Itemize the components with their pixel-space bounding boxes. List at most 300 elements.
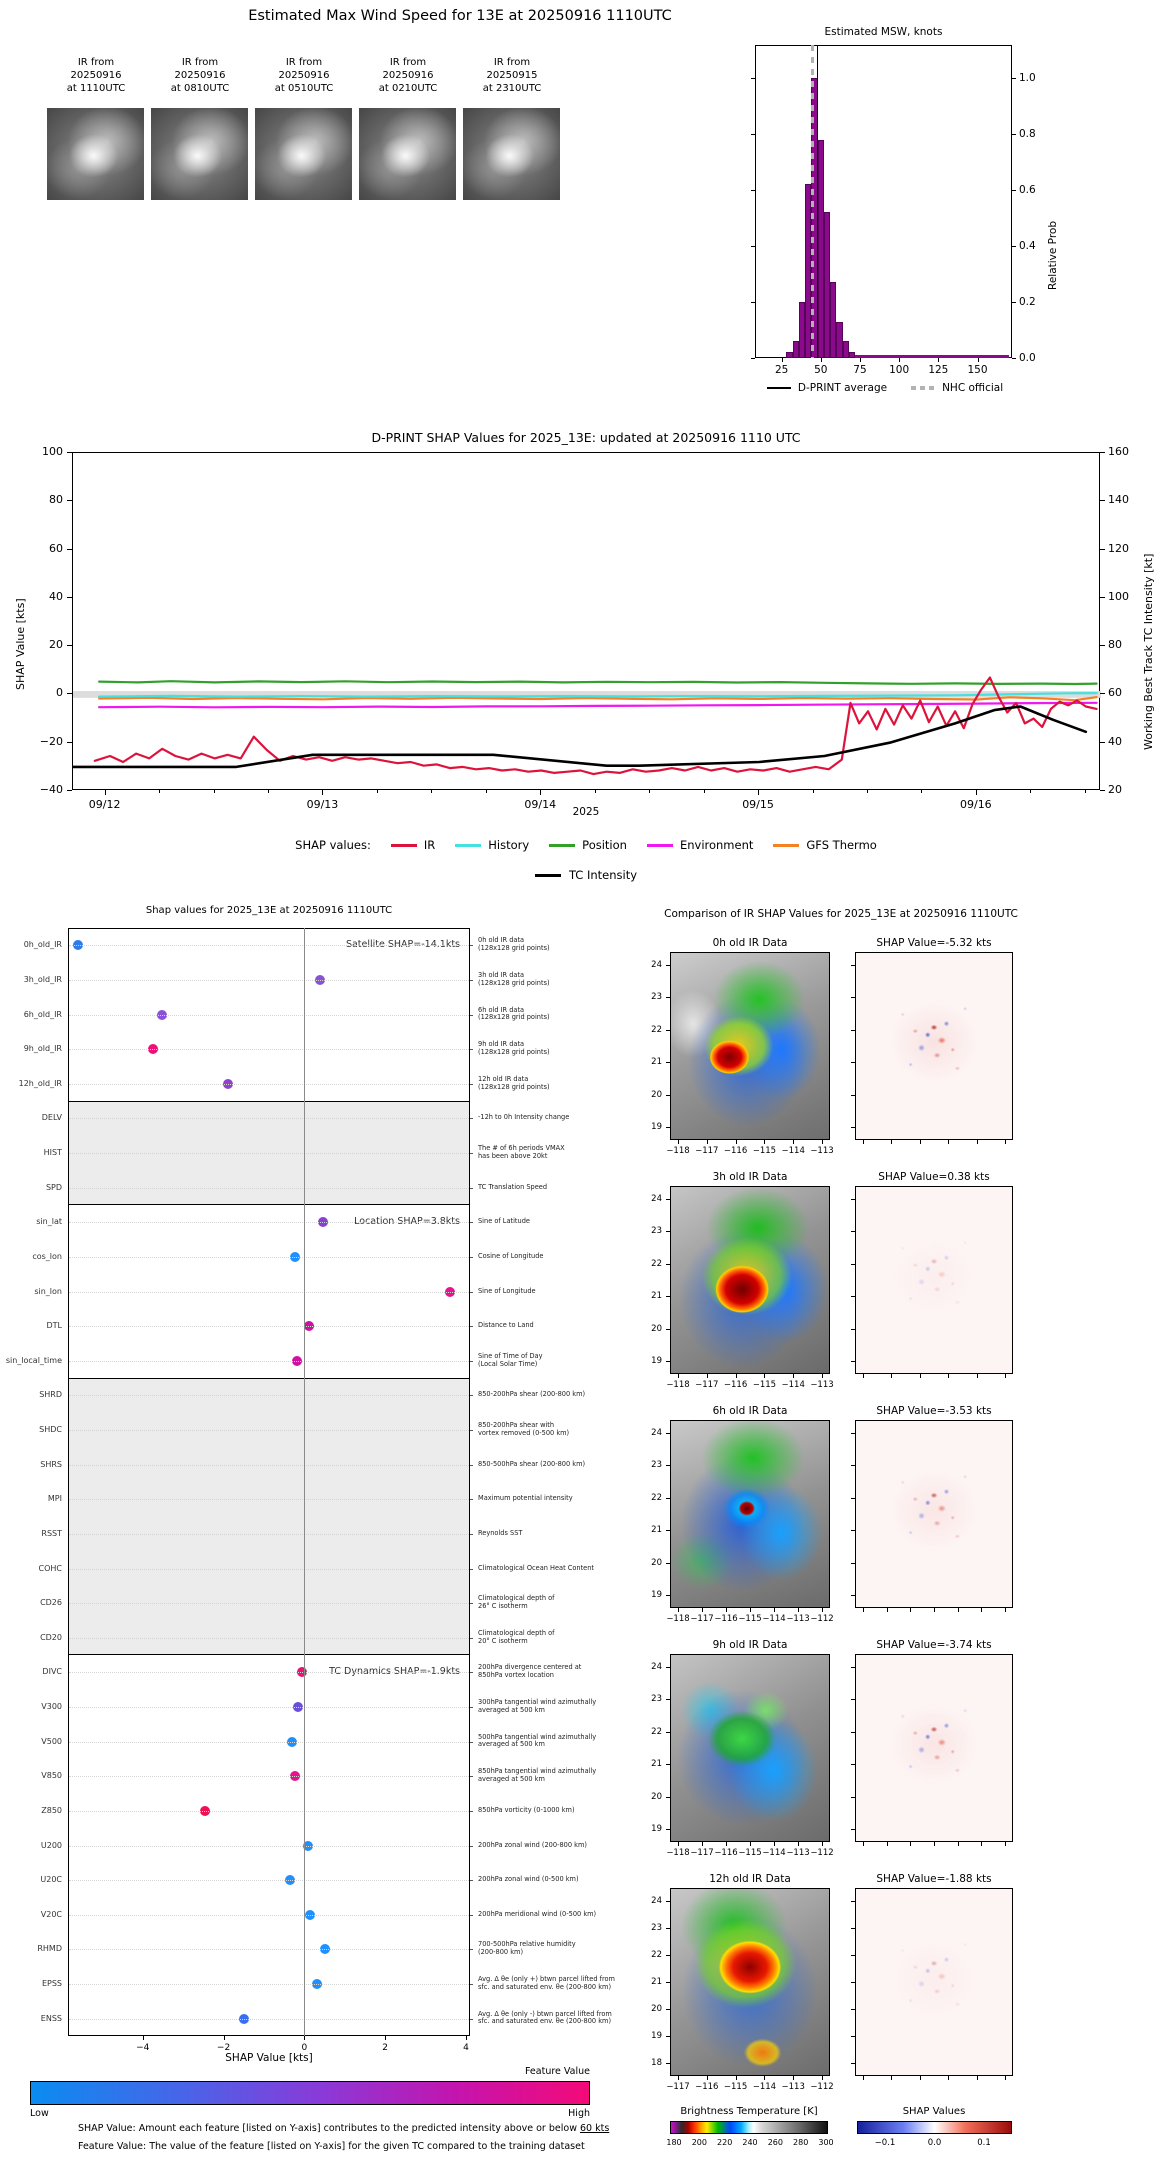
- ir-map-title: 12h old IR Data: [709, 1873, 791, 1885]
- feature-desc-tick: [470, 1534, 473, 1535]
- feature-desc-tick: [470, 1188, 473, 1189]
- feature-desc-tick: [470, 1257, 473, 1258]
- feature-description-line: 9h old IR data: [478, 1040, 525, 1049]
- feature-row-label: DELV: [41, 1113, 62, 1123]
- feature-row-label: sin_local_time: [5, 1355, 62, 1365]
- feature-desc-tick: [470, 1118, 473, 1119]
- hist-xtick-label: 25: [774, 364, 789, 376]
- shap-map: [855, 952, 1013, 1140]
- feature-desc-tick: [470, 1153, 473, 1154]
- map-ytick-mark: [666, 2063, 670, 2064]
- map-ytick-label: 24: [651, 960, 662, 970]
- map-ytick-mark: [851, 2009, 855, 2010]
- feature-description: [478, 1253, 653, 1261]
- ts-ytick-right-label: 100: [1108, 589, 1129, 603]
- map-xtick-label: −114: [762, 1848, 786, 1858]
- map-xtick-mark: [793, 2076, 794, 2080]
- ts-ytick-right-mark: [1100, 597, 1105, 598]
- feature-description-line: (128x128 grid points): [478, 1013, 550, 1022]
- feature-description-line: 850hPa vorticity (0-1000 km): [478, 1805, 575, 1814]
- feature-description: [478, 1422, 653, 1438]
- ts-xtick-mark: [1085, 790, 1086, 793]
- ts-ytick-right-mark: [1100, 693, 1105, 694]
- map-ytick-mark: [851, 1127, 855, 1128]
- feature-desc-tick: [470, 1465, 473, 1466]
- ts-xtick-mark: [595, 790, 596, 793]
- map-ytick-label: 20: [651, 1089, 662, 1100]
- histogram-legend: [700, 382, 1070, 394]
- dotplot-gridline: [69, 945, 469, 946]
- hist-xtick-label: 125: [928, 364, 949, 376]
- map-xtick-mark: [798, 1608, 799, 1612]
- footnote-underline: 60 kts: [579, 2123, 610, 2134]
- map-xtick-mark: [822, 2076, 823, 2080]
- feature-row-label: U200: [40, 1840, 62, 1850]
- map-ytick-mark: [851, 1667, 855, 1668]
- map-xtick-mark: [920, 1374, 921, 1378]
- map-xtick-mark: [678, 1608, 679, 1612]
- feature-desc-tick: [470, 980, 473, 981]
- shap-speckle-field: [856, 1889, 1012, 2075]
- hist-ytick-mark: [751, 246, 755, 247]
- histogram-plot: [755, 45, 1012, 358]
- timeseries-legend-row2: [84, 868, 1088, 882]
- feature-description-line: 850-500hPa shear (200-800 km): [478, 1459, 586, 1468]
- ir-thumbnail-image: [151, 108, 248, 200]
- map-xtick-mark: [678, 1374, 679, 1378]
- map-xtick-label: −114: [752, 2082, 777, 2092]
- map-ytick-mark: [666, 1901, 670, 1902]
- feature-description-line: has been above 20kt: [478, 1151, 548, 1160]
- map-ytick-label: 18: [651, 2058, 662, 2068]
- hist-ytick-mark: [1012, 134, 1016, 135]
- map-xtick-mark: [736, 2076, 737, 2080]
- timeseries-legend-prefix: SHAP values:: [295, 838, 371, 852]
- thumbnail-label-line: at 2310UTC: [482, 83, 542, 94]
- ts-xtick-label: 09/12: [88, 798, 121, 811]
- map-ytick-mark: [666, 1062, 670, 1063]
- feature-description: [478, 2011, 653, 2027]
- feature-description-line: (128x128 grid points): [478, 1047, 550, 1056]
- ts-xtick-mark: [268, 790, 269, 793]
- timeseries-legend-item: [647, 838, 753, 852]
- ts-ytick-left-mark: [67, 645, 72, 646]
- feature-row-label: V300: [41, 1702, 62, 1712]
- series-environment: [99, 703, 1097, 708]
- ir-map-title: 9h old IR Data: [712, 1639, 788, 1651]
- dotplot-gridline: [69, 1084, 469, 1085]
- feature-row-label: cos_lon: [32, 1251, 62, 1261]
- feature-description-line: 850hPa tangential wind azimuthally: [478, 1767, 597, 1776]
- feature-description-line: (128x128 grid points): [478, 978, 550, 987]
- dotplot-xtick-mark: [466, 2036, 467, 2040]
- thumbnail-label: [460, 56, 564, 95]
- map-ytick-label: 19: [651, 1824, 662, 1834]
- dotplot-gridline: [69, 1361, 469, 1362]
- hist-ytick-mark: [751, 134, 755, 135]
- feature-description-line: sfc. and saturated env. θe (200-800 km): [478, 2017, 612, 2026]
- dotplot-gridline: [69, 1949, 469, 1950]
- nhc-official-line: [811, 45, 814, 358]
- legend-label: TC Intensity: [568, 868, 638, 882]
- bt-colorbar-title: Brightness Temperature [K]: [680, 2106, 818, 2117]
- map-ytick-mark: [666, 1928, 670, 1929]
- map-ytick-mark: [851, 1062, 855, 1063]
- feature-description-line: 300hPa tangential wind azimuthally: [478, 1698, 597, 1707]
- map-ytick-mark: [851, 965, 855, 966]
- ts-xtick-mark: [214, 790, 215, 793]
- map-xtick-mark: [736, 1374, 737, 1378]
- ts-ytick-left-label: 80: [49, 493, 63, 507]
- map-ytick-label: 22: [651, 1024, 662, 1035]
- map-xtick-mark: [934, 1608, 935, 1612]
- map-xtick-mark: [977, 2076, 978, 2080]
- map-ytick-mark: [851, 1231, 855, 1232]
- hist-ytick-label: 0.6: [1019, 184, 1036, 196]
- feature-desc-tick: [470, 1084, 473, 1085]
- map-xtick-label: −113: [810, 1380, 834, 1390]
- feature-row-label: 3h_old_IR: [23, 974, 62, 984]
- ts-xtick-label: 09/13: [306, 798, 339, 811]
- ts-xtick-mark: [649, 790, 650, 793]
- map-ytick-label: 21: [651, 1525, 662, 1536]
- hist-xtick-label: 50: [814, 364, 828, 376]
- map-ytick-mark: [851, 1563, 855, 1564]
- map-xtick-mark: [678, 1140, 679, 1144]
- dotplot-xtick-label: −2: [216, 2043, 231, 2053]
- feature-description-line: Maximum potential intensity: [478, 1494, 573, 1503]
- feature-description: [478, 1288, 653, 1296]
- map-xtick-mark: [910, 1608, 911, 1612]
- map-ytick-label: 19: [651, 1590, 662, 1600]
- thumbnail-label-line: at 0810UTC: [170, 83, 230, 94]
- shap-map: [855, 1888, 1013, 2076]
- thumbnail-label-line: IR from: [389, 57, 427, 68]
- map-ytick-label: 20: [651, 2004, 662, 2014]
- map-xtick-label: −116: [723, 1380, 748, 1390]
- map-xtick-mark: [891, 1374, 892, 1378]
- thumbnail-label-line: 20250916: [278, 70, 330, 81]
- map-xtick-mark: [822, 1140, 823, 1144]
- dotplot-gridline: [69, 1672, 469, 1673]
- map-xtick-mark: [863, 2076, 864, 2080]
- map-ytick-mark: [851, 1199, 855, 1200]
- feature-row-label: CD20: [40, 1632, 62, 1642]
- ts-ytick-left-label: 60: [49, 541, 63, 555]
- ts-ytick-left-mark: [67, 452, 72, 453]
- map-xtick-mark: [1005, 1842, 1006, 1846]
- feature-row-label: CD26: [40, 1598, 62, 1608]
- hist-xtick-mark: [782, 358, 783, 362]
- feature-desc-tick: [470, 1499, 473, 1500]
- thumbnail-label: [252, 56, 356, 95]
- feature-row-label: Z850: [41, 1805, 62, 1815]
- dotplot-gridline: [69, 1257, 469, 1258]
- dotplot-gridline: [69, 1742, 469, 1743]
- hist-ytick-mark: [1012, 78, 1016, 79]
- ts-ytick-left-mark: [67, 597, 72, 598]
- shap-map: [855, 1186, 1013, 1374]
- ts-ytick-right-label: 20: [1108, 783, 1122, 796]
- shap-map-title: SHAP Value=0.38 kts: [878, 1171, 990, 1183]
- feature-row-label: 12h_old_IR: [18, 1078, 62, 1088]
- thumbnail-label-line: 20250915: [486, 70, 538, 81]
- dotplot-gridline: [69, 1569, 469, 1570]
- hist-ytick-label: 0.4: [1019, 240, 1036, 252]
- ts-ytick-right-mark: [1100, 790, 1105, 791]
- bt-tick-label: 280: [793, 2138, 809, 2147]
- timeseries-ylabel-left: SHAP Value [kts]: [14, 598, 27, 690]
- feature-description-line: Climatological Ocean Heat Content: [478, 1563, 594, 1572]
- shap-speckle-field: [856, 1187, 1012, 1373]
- feature-description: [478, 1391, 653, 1399]
- ir-map: [670, 1654, 830, 1842]
- map-ytick-label: 19: [651, 1122, 662, 1132]
- legend-line-swatch: [535, 874, 561, 877]
- timeseries-title: D-PRINT SHAP Values for 2025_13E: updated at 20250916 1110 UTC: [371, 430, 801, 445]
- ir-thumbnail-image: [255, 108, 352, 200]
- ts-xtick-mark: [867, 790, 868, 793]
- footnote-shap-text: SHAP Value: Amount each feature [listed on Y-axis] contributes to the predicted intensity above or below: [78, 2123, 580, 2134]
- legend-label: Position: [582, 838, 627, 852]
- feature-desc-tick: [470, 1915, 473, 1916]
- dotplot-gridline: [69, 1049, 469, 1050]
- map-ytick-mark: [666, 1465, 670, 1466]
- feature-description-line: Climatological depth of: [478, 1628, 555, 1637]
- map-ytick-mark: [666, 1829, 670, 1830]
- map-ytick-mark: [851, 1465, 855, 1466]
- feature-description: [478, 1461, 653, 1469]
- map-ytick-mark: [666, 1764, 670, 1765]
- ir-map: [670, 1420, 830, 1608]
- feature-description: [478, 1807, 653, 1815]
- map-xtick-mark: [977, 1140, 978, 1144]
- map-ytick-mark: [666, 1231, 670, 1232]
- map-xtick-label: −118: [666, 1614, 690, 1624]
- ts-ytick-left-label: −40: [39, 783, 63, 796]
- ts-xtick-mark: [704, 790, 705, 793]
- feature-description-line: averaged at 500 km: [478, 1775, 545, 1784]
- feature-description-line: 0h old IR data: [478, 936, 525, 945]
- feature-desc-tick: [470, 945, 473, 946]
- map-ytick-label: 24: [651, 1428, 662, 1438]
- dotplot-gridline: [69, 1880, 469, 1881]
- map-ytick-label: 21: [651, 1977, 662, 1987]
- hist-xtick-label: 150: [967, 364, 988, 376]
- map-xtick-label: −116: [714, 1614, 738, 1624]
- feature-description-line: -12h to 0h Intensity change: [478, 1113, 570, 1122]
- feature-description: [478, 1941, 653, 1957]
- timeseries-legend-item: [455, 838, 529, 852]
- feature-description-line: (128x128 grid points): [478, 1082, 550, 1091]
- map-xtick-label: −115: [738, 1848, 762, 1858]
- map-xtick-mark: [920, 2076, 921, 2080]
- map-xtick-mark: [707, 1140, 708, 1144]
- ir-thumbnail-image: [47, 108, 144, 200]
- feature-desc-tick: [470, 1672, 473, 1673]
- feature-row-label: ENSS: [40, 2013, 62, 2023]
- ts-ytick-right-label: 140: [1108, 493, 1129, 507]
- hist-ytick-label: 1.0: [1019, 72, 1036, 84]
- dotplot-gridline: [69, 1465, 469, 1466]
- feature-row-label: HIST: [43, 1148, 62, 1158]
- dotplot-gridline: [69, 1395, 469, 1396]
- hist-ytick-mark: [1012, 358, 1016, 359]
- feature-row-label: EPSS: [41, 1979, 62, 1989]
- thumbnail-label-line: IR from: [285, 57, 323, 68]
- hist-xtick-label: 100: [889, 364, 910, 376]
- map-xtick-mark: [774, 1608, 775, 1612]
- thumbnail-label-line: 20250916: [70, 70, 122, 81]
- feature-row-label: SHRD: [39, 1390, 62, 1400]
- colorbar-low-label: Low: [30, 2108, 49, 2119]
- ir-map-title: 0h old IR Data: [712, 937, 788, 949]
- hist-ytick-mark: [751, 302, 755, 303]
- timeseries-legend-item: [549, 838, 627, 852]
- shap-map-title: SHAP Value=-3.53 kts: [876, 1405, 992, 1417]
- feature-description: [478, 1353, 653, 1369]
- map-xtick-label: −114: [762, 1614, 786, 1624]
- feature-description: [478, 1007, 653, 1023]
- shap-speckle-field: [856, 953, 1012, 1139]
- feature-desc-tick: [470, 1049, 473, 1050]
- feature-description-line: (128x128 grid points): [478, 944, 550, 953]
- map-ytick-label: 21: [651, 1057, 662, 1068]
- feature-desc-tick: [470, 1742, 473, 1743]
- map-ytick-mark: [851, 1095, 855, 1096]
- feature-description: [478, 1734, 653, 1750]
- map-xtick-label: −115: [723, 2082, 748, 2092]
- ts-ytick-left-label: 20: [49, 638, 63, 652]
- feature-description-line: 6h old IR data: [478, 1005, 525, 1014]
- map-ytick-label: 19: [651, 2031, 662, 2041]
- map-xtick-mark: [891, 1140, 892, 1144]
- dotplot-gridline: [69, 1499, 469, 1500]
- feature-desc-tick: [470, 1395, 473, 1396]
- hist-xtick-mark: [938, 358, 939, 362]
- map-xtick-label: −116: [714, 1848, 738, 1858]
- map-xtick-mark: [920, 1140, 921, 1144]
- dotplot-gridline: [69, 1188, 469, 1189]
- shap-map: [855, 1654, 1013, 1842]
- thumbnail-label-line: 20250916: [174, 70, 226, 81]
- map-ytick-mark: [666, 1498, 670, 1499]
- ts-xtick-mark: [322, 790, 323, 795]
- feature-description: [478, 1842, 653, 1850]
- feature-description: [478, 1145, 653, 1161]
- map-ytick-mark: [666, 1127, 670, 1128]
- ts-xtick-mark: [758, 790, 759, 795]
- ts-ytick-right-label: 160: [1108, 445, 1129, 458]
- map-ytick-label: 23: [651, 992, 662, 1003]
- map-ytick-mark: [851, 1699, 855, 1700]
- map-xtick-mark: [948, 2076, 949, 2080]
- dotplot-gridline: [69, 1776, 469, 1777]
- timeseries-legend-item: [391, 838, 435, 852]
- feature-description: [478, 1664, 653, 1680]
- ts-ytick-left-mark: [67, 693, 72, 694]
- map-xtick-mark: [702, 1842, 703, 1846]
- feature-row-label: sin_lon: [34, 1286, 62, 1296]
- ts-ytick-right-mark: [1100, 500, 1105, 501]
- map-ytick-mark: [851, 1530, 855, 1531]
- map-xtick-mark: [1005, 1608, 1006, 1612]
- ir-thumbnail-image: [359, 108, 456, 200]
- map-xtick-mark: [958, 1608, 959, 1612]
- ir-map-title: 6h old IR Data: [712, 1405, 788, 1417]
- nhc-legend-label: NHC official: [942, 382, 1004, 394]
- map-ytick-label: 22: [651, 1726, 662, 1737]
- dotplot-xtick-label: 2: [382, 2043, 388, 2053]
- feature-description-line: 200hPa divergence centered at: [478, 1663, 582, 1672]
- dotplot-gridline: [69, 1534, 469, 1535]
- hist-ytick-mark: [1012, 246, 1016, 247]
- map-ytick-mark: [666, 1296, 670, 1297]
- feature-description: [478, 1976, 653, 1992]
- dotplot-zero-line: [304, 928, 305, 2036]
- map-xtick-label: −117: [695, 1146, 719, 1156]
- feature-description-line: 20° C isotherm: [478, 1636, 528, 1645]
- map-xtick-mark: [764, 2076, 765, 2080]
- map-ytick-mark: [666, 1667, 670, 1668]
- ts-ytick-right-mark: [1100, 549, 1105, 550]
- feature-description-line: 200hPa zonal wind (0-500 km): [478, 1875, 579, 1884]
- feature-desc-tick: [470, 1984, 473, 1985]
- dotplot-xlabel: SHAP Value [kts]: [225, 2052, 313, 2064]
- map-xtick-mark: [726, 1608, 727, 1612]
- ts-ytick-left-label: 0: [56, 686, 63, 700]
- map-ytick-mark: [851, 997, 855, 998]
- map-xtick-label: −112: [810, 2082, 834, 2092]
- dotplot-title: Shap values for 2025_13E at 20250916 1110UTC: [145, 905, 393, 916]
- map-ytick-mark: [851, 1982, 855, 1983]
- legend-label: GFS Thermo: [806, 838, 877, 852]
- colorbar-high-label: High: [568, 2108, 590, 2119]
- feature-desc-tick: [470, 1292, 473, 1293]
- map-ytick-label: 24: [651, 1194, 662, 1204]
- feature-description-line: 26° C isotherm: [478, 1601, 528, 1610]
- map-xtick-label: −117: [690, 1848, 714, 1858]
- feature-row-label: sin_lat: [36, 1217, 62, 1227]
- map-xtick-mark: [948, 1374, 949, 1378]
- shap-speckle-field: [856, 1655, 1012, 1841]
- map-xtick-mark: [977, 1374, 978, 1378]
- page-title: Estimated Max Wind Speed for 13E at 20250916 1110UTC: [248, 8, 672, 24]
- map-ytick-label: 23: [651, 1923, 662, 1933]
- feature-description-line: (Local Solar Time): [478, 1359, 538, 1368]
- map-ytick-mark: [666, 1982, 670, 1983]
- feature-description: [478, 1565, 653, 1573]
- dotplot-gridline: [69, 1430, 469, 1431]
- dotplot-gridline: [69, 1846, 469, 1847]
- map-ytick-label: 23: [651, 1460, 662, 1471]
- hist-ytick-mark: [1012, 190, 1016, 191]
- timeseries-svg: [73, 453, 1101, 791]
- map-xtick-mark: [750, 1608, 751, 1612]
- timeseries-plot: [72, 452, 1100, 790]
- ts-ytick-right-label: 120: [1108, 541, 1129, 555]
- map-ytick-mark: [851, 1797, 855, 1798]
- feature-value-colorbar: [30, 2081, 590, 2105]
- feature-description-line: 500hPa tangential wind azimuthally: [478, 1732, 597, 1741]
- map-ytick-label: 24: [651, 1896, 662, 1906]
- map-xtick-mark: [958, 1842, 959, 1846]
- dotplot-gridline: [69, 1915, 469, 1916]
- feature-desc-tick: [470, 1949, 473, 1950]
- dotplot-xtick-mark: [304, 2036, 305, 2040]
- map-ytick-label: 23: [651, 1226, 662, 1237]
- dotplot-gridline: [69, 1707, 469, 1708]
